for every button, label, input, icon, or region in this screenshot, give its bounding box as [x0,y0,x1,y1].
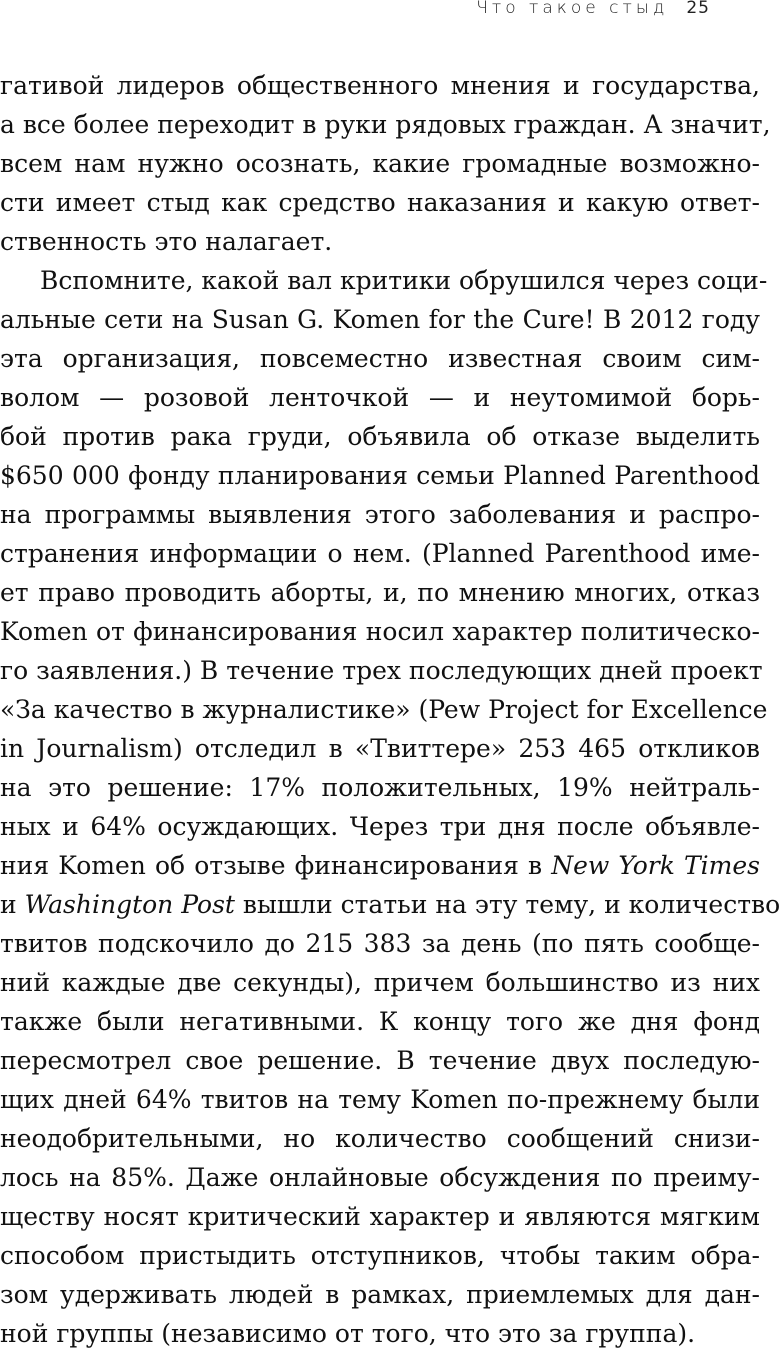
body-text [0,66,780,1353]
text-segment: ществу носят критический характер и являются мягким [0,1202,760,1231]
text-line [0,378,760,417]
text-line [0,1119,760,1158]
text-line [0,768,760,807]
text-segment: ной группы (независимо от того, что это за группа). [0,1319,696,1348]
text-segment: щих дней 64% твитов на тему Komen по-прежнему были [0,1085,760,1114]
text-segment: ния Komen об отзыве финансирования в [0,851,552,880]
text-segment: эта организация, повсеместно известная своим сим- [0,344,760,373]
text-line [0,612,760,651]
text-line [0,66,760,105]
text-segment: на это решение: 17% положительных, 19% нейтраль- [0,773,760,802]
text-line [0,1236,760,1275]
text-segment: на программы выявления этого заболевания и распро- [0,500,760,529]
text-line [0,690,768,729]
text-line [0,417,760,456]
text-segment: бой против рака груди, объявила об отказе выделить [0,422,760,451]
text-line [0,183,760,222]
text-line [0,1002,760,1041]
text-segment: и [0,890,25,919]
text-line [0,807,760,846]
text-line [0,495,760,534]
text-line [0,1158,760,1197]
text-line [0,1314,738,1353]
text-line [0,456,760,495]
text-segment: сти имеет стыд как средство наказания и какую ответ- [0,188,760,217]
text-line [0,1275,760,1314]
text-segment: го заявления.) В течение трех последующих дней проект [0,656,763,685]
text-line [0,573,760,612]
text-line [0,339,760,378]
text-line [0,534,760,573]
text-segment: зом удерживать людей в рамках, приемлемых для дан- [0,1280,760,1309]
text-segment: пересмотрел свое решение. В течение двух последую- [0,1046,760,1075]
running-head [476,0,710,20]
text-line [0,924,760,963]
text-segment: волом — розовой ленточкой — и неутомимой борь- [0,383,760,412]
text-line [0,1197,760,1236]
text-line [0,729,760,768]
text-segment: $650 000 фонду планирования семьи Planned Parenthood [0,461,760,490]
text-segment: всем нам нужно осознать, какие громадные возможно- [0,149,760,178]
italic-text: New York Times [551,851,760,880]
text-line [0,300,760,339]
text-segment: странения информации о нем. (Planned Parenthood име- [0,539,760,568]
text-line [0,144,760,183]
text-segment: ний каждые две секунды), причем большинство из них [0,968,760,997]
page-number: 25 [686,0,710,18]
text-segment: гативой лидеров общественного мнения и государства, [0,71,760,100]
text-segment: Komen от финансирования носил характер политическо- [0,617,760,646]
text-segment: «За качество в журналистике» (Pew Project for Excellence [0,695,768,724]
text-line [0,1041,760,1080]
text-line [0,105,771,144]
italic-text: Washington Post [24,890,235,919]
text-segment: лось на 85%. Даже онлайновые обсуждения по преиму- [0,1163,760,1192]
text-line [0,651,763,690]
running-head-title: Что такое стыд [476,0,669,18]
text-segment: in Journalism) отследил в «Твиттере» 253 465 откликов [0,734,760,763]
text-line [0,222,738,261]
text-line [0,963,760,1002]
text-line [0,261,768,300]
text-segment: вышли статьи на эту тему, и количество [234,890,780,919]
text-segment: ных и 64% осуждающих. Через три дня после объявле- [0,812,760,841]
text-segment: ственность это налагает. [0,227,333,256]
text-line [0,1080,760,1119]
text-segment: ет право проводить аборты, и, по мнению многих, отказ [0,578,760,607]
text-line [0,885,780,924]
text-segment: твитов подскочило до 215 383 за день (по пять сообще- [0,929,760,958]
text-segment: способом пристыдить отступников, чтобы таким обра- [0,1241,760,1270]
text-line [0,846,760,885]
text-segment: Вспомните, какой вал критики обрушился через соци- [40,266,768,295]
text-segment: альные сети на Susan G. Komen for the Cure! В 2012 году [0,305,760,334]
text-segment: а все более переходит в руки рядовых граждан. А значит, [0,110,771,139]
text-segment: неодобрительными, но количество сообщений снизи- [0,1124,760,1153]
text-segment: также были негативными. К концу того же дня фонд [0,1007,760,1036]
